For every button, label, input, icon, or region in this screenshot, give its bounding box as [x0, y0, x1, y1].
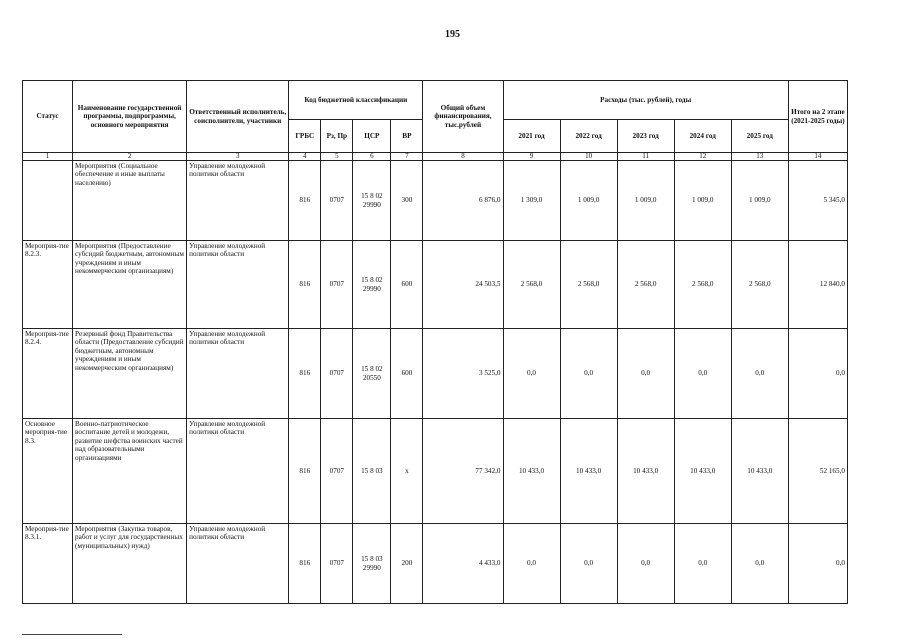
- row-2025: 2 568,0: [731, 241, 788, 329]
- footer-divider: [22, 634, 122, 635]
- row-responsible: Управление молодежной политики области: [187, 329, 289, 419]
- row-grbs: 816: [289, 161, 321, 241]
- row-2023: 10 433,0: [617, 419, 674, 524]
- table-row: [23, 419, 848, 524]
- header-grbs: ГРБС: [289, 120, 321, 153]
- col-number: 10: [560, 153, 617, 161]
- row-2023: 0,0: [617, 329, 674, 419]
- row-rz-pr: 0707: [321, 329, 353, 419]
- header-rz-pr: Рз, Пр: [321, 120, 353, 153]
- row-2022: 0,0: [560, 524, 617, 604]
- row-2024: 2 568,0: [674, 241, 731, 329]
- header-expenses: Расходы (тыс. рублей), годы: [503, 81, 788, 120]
- row-status: Мероприя-тие 8.2.4.: [23, 329, 73, 419]
- header-vr: ВР: [391, 120, 423, 153]
- header-total-volume: Общий объем финансирования, тыс.рублей: [423, 81, 503, 153]
- table-row: [23, 524, 848, 604]
- header-stage-total: Итого на 2 этапе (2021-2025 годы): [788, 81, 847, 153]
- row-responsible: Управление молодежной политики области: [187, 524, 289, 604]
- row-2024: 10 433,0: [674, 419, 731, 524]
- header-2022: 2022 год: [560, 120, 617, 153]
- row-2023: 1 009,0: [617, 161, 674, 241]
- row-grbs: 816: [289, 241, 321, 329]
- row-stage-total: 52 165,0: [788, 419, 847, 524]
- row-status: Мероприя-тие 8.2.3.: [23, 241, 73, 329]
- row-2025: 0,0: [731, 329, 788, 419]
- col-number: 14: [788, 153, 847, 161]
- row-2021: 10 433,0: [503, 419, 560, 524]
- row-name: Мероприятия (Предоставление субсидий бюджетным, автономным учреждениям и иным некоммерческим организациям): [73, 241, 187, 329]
- row-2023: 2 568,0: [617, 241, 674, 329]
- row-rz-pr: 0707: [321, 524, 353, 604]
- row-2021: 1 309,0: [503, 161, 560, 241]
- row-2023: 0,0: [617, 524, 674, 604]
- row-total: 24 503,5: [423, 241, 503, 329]
- row-2022: 2 568,0: [560, 241, 617, 329]
- row-2022: 0,0: [560, 329, 617, 419]
- table-row: [23, 329, 848, 419]
- row-vr: 300: [391, 161, 423, 241]
- row-vr: 200: [391, 524, 423, 604]
- row-rz-pr: 0707: [321, 161, 353, 241]
- row-total: 4 433,0: [423, 524, 503, 604]
- row-csr: 15 8 02 29990: [353, 241, 391, 329]
- col-number: 5: [321, 153, 353, 161]
- header-budget-code: Код бюджетной классификации: [289, 81, 423, 120]
- row-status: Основное мероприя-тие 8.3.: [23, 419, 73, 524]
- header-2023: 2023 год: [617, 120, 674, 153]
- row-vr: 600: [391, 329, 423, 419]
- col-number: 4: [289, 153, 321, 161]
- header-name: Наименование государственной программы, подпрограммы, основного мероприятия: [73, 81, 187, 153]
- header-row: [23, 81, 848, 120]
- row-rz-pr: 0707: [321, 241, 353, 329]
- row-grbs: 816: [289, 419, 321, 524]
- page-number: 195: [445, 29, 460, 40]
- col-number: 3: [187, 153, 289, 161]
- row-rz-pr: 0707: [321, 419, 353, 524]
- row-name: Мероприятия (Социальное обеспечение и иные выплаты населению): [73, 161, 187, 241]
- row-csr: 15 8 02 29990: [353, 161, 391, 241]
- budget-table: [22, 80, 848, 604]
- row-2024: 0,0: [674, 524, 731, 604]
- row-responsible: Управление молодежной политики области: [187, 161, 289, 241]
- column-number-row: [23, 153, 848, 161]
- row-total: 77 342,0: [423, 419, 503, 524]
- row-status: [23, 161, 73, 241]
- header-status: Статус: [23, 81, 73, 153]
- row-name: Военно-патриотическое воспитание детей и молодежи, развитие шефства воинских частей над образовательными организациями: [73, 419, 187, 524]
- col-number: 8: [423, 153, 503, 161]
- row-name: Мероприятия (Закупка товаров, работ и услуг для государственных (муниципальных) нужд): [73, 524, 187, 604]
- row-2021: 0,0: [503, 524, 560, 604]
- row-vr: 600: [391, 241, 423, 329]
- row-name: Резервный фонд Правительства области (Предоставление субсидий бюджетным, автономным учреждениям и иным некоммерческим организациям): [73, 329, 187, 419]
- row-status: Мероприя-тие 8.3.1.: [23, 524, 73, 604]
- row-responsible: Управление молодежной политики области: [187, 419, 289, 524]
- row-total: 6 876,0: [423, 161, 503, 241]
- row-responsible: Управление молодежной политики области: [187, 241, 289, 329]
- col-number: 9: [503, 153, 560, 161]
- header-csr: ЦСР: [353, 120, 391, 153]
- header-2024: 2024 год: [674, 120, 731, 153]
- row-csr: 15 8 02 20550: [353, 329, 391, 419]
- table-row: [23, 241, 848, 329]
- col-number: 12: [674, 153, 731, 161]
- row-2025: 1 009,0: [731, 161, 788, 241]
- row-csr: 15 8 03 29990: [353, 524, 391, 604]
- row-2024: 0,0: [674, 329, 731, 419]
- row-stage-total: 12 840,0: [788, 241, 847, 329]
- row-2021: 2 568,0: [503, 241, 560, 329]
- row-csr: 15 8 03: [353, 419, 391, 524]
- row-stage-total: 0,0: [788, 524, 847, 604]
- header-2025: 2025 год: [731, 120, 788, 153]
- row-2025: 0,0: [731, 524, 788, 604]
- header-responsible: Ответственный исполнитель, соисполнители, участники: [187, 81, 289, 153]
- col-number: 6: [353, 153, 391, 161]
- row-vr: х: [391, 419, 423, 524]
- col-number: 7: [391, 153, 423, 161]
- row-2024: 1 009,0: [674, 161, 731, 241]
- row-2021: 0,0: [503, 329, 560, 419]
- col-number: 2: [73, 153, 187, 161]
- row-2022: 10 433,0: [560, 419, 617, 524]
- row-2022: 1 009,0: [560, 161, 617, 241]
- col-number: 11: [617, 153, 674, 161]
- row-2025: 10 433,0: [731, 419, 788, 524]
- row-stage-total: 5 345,0: [788, 161, 847, 241]
- col-number: 1: [23, 153, 73, 161]
- row-grbs: 816: [289, 329, 321, 419]
- col-number: 13: [731, 153, 788, 161]
- header-2021: 2021 год: [503, 120, 560, 153]
- table-row: [23, 161, 848, 241]
- row-stage-total: 0,0: [788, 329, 847, 419]
- row-total: 3 525,0: [423, 329, 503, 419]
- row-grbs: 816: [289, 524, 321, 604]
